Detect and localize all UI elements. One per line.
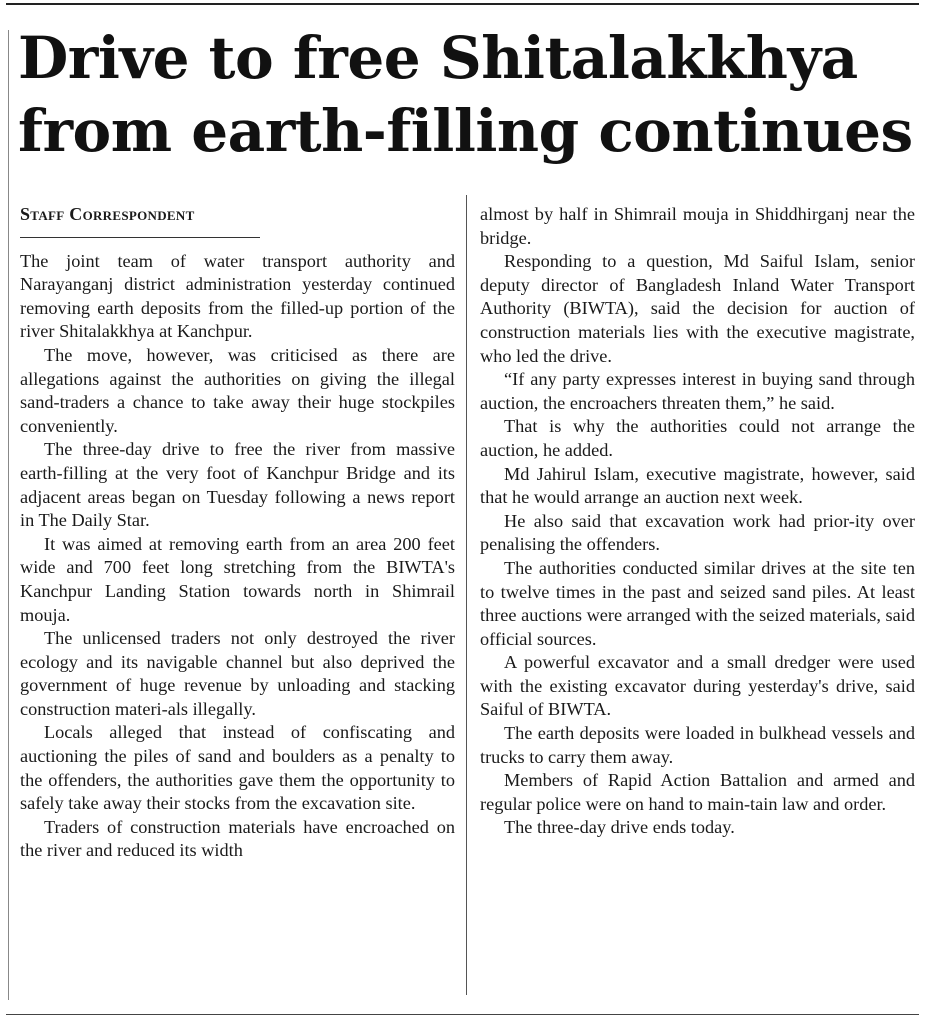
- paragraph: Locals alleged that instead of confiscating and auctioning the piles of sand and boulders as a penalty to the offenders, the authorities gave them the opportunity to safely take away their stocks from the excavation site.: [20, 722, 455, 814]
- top-rule: [6, 3, 919, 5]
- headline: [18, 22, 918, 168]
- paragraph: The three-day drive ends today.: [504, 817, 735, 838]
- paragraph: Members of Rapid Action Battalion and armed and regular police were on hand to main-tain law and order.: [480, 770, 915, 814]
- column-divider: [466, 195, 467, 995]
- paragraph: almost by half in Shimrail mouja in Shiddhirganj near the bridge.: [480, 204, 915, 248]
- paragraph: He also said that excavation work had prior-ity over penalising the offenders.: [480, 510, 915, 555]
- bottom-rule: [6, 1014, 919, 1015]
- paragraph: That is why the authorities could not arrange the auction, he added.: [480, 416, 915, 460]
- paragraph: The earth deposits were loaded in bulkhead vessels and trucks to carry them away.: [480, 723, 915, 767]
- paragraph: Responding to a question, Md Saiful Islam, senior deputy director of Bangladesh Inland Water Transport Authority (BIWTA), said the decision for auction of construction materials lies with the executive magistrate, who led the drive.: [480, 251, 915, 366]
- paragraph: The move, however, was criticised as there are allegations against the authorities on giving the illegal sand-traders a chance to take away their huge stockpiles conveniently.: [20, 344, 455, 436]
- paragraph: The three-day drive to free the river from massive earth-filling at the very foot of Kanchpur Bridge and its adjacent areas began on Tuesday following a news report in The Daily Star.: [20, 439, 455, 531]
- paragraph: “If any party expresses interest in buying sand through auction, the encroachers threaten them,” he said.: [480, 369, 915, 413]
- left-margin-rule: [8, 30, 9, 1000]
- paragraph: Md Jahirul Islam, executive magistrate, however, said that he would arrange an auction next week.: [480, 463, 915, 508]
- paragraph: The unlicensed traders not only destroyed the river ecology and its navigable channel but also deprived the government of huge revenue by unloading and stacking construction materi-als illegally.: [20, 628, 455, 719]
- article-column-right: [480, 203, 915, 840]
- paragraph: It was aimed at removing earth from an area 200 feet wide and 700 feet long stretching from the BIWTA's Kanchpur Landing Station towards north in Shimrail mouja.: [20, 533, 455, 625]
- byline: Staff Correspondent: [20, 203, 260, 238]
- paragraph: Traders of construction materials have encroached on the river and reduced its width: [20, 816, 455, 861]
- paragraph: The authorities conducted similar drives at the site ten to twelve times in the past and seized sand piles. At least three auctions were arranged with the seized materials, said official sources.: [480, 557, 916, 649]
- paragraph: The joint team of water transport authority and Narayanganj district administration yesterday continued removing earth deposits from the filled-up portion of the river Shitalakkhya at Kanchpur.: [20, 250, 455, 342]
- headline-line-2: from earth-filling continues: [18, 97, 913, 165]
- headline-line-1: Drive to free Shitalakkhya: [18, 24, 858, 92]
- paragraph: A powerful excavator and a small dredger were used with the existing excavator during yesterday's drive, said Saiful of BIWTA.: [480, 652, 915, 720]
- article-column-left: [20, 203, 455, 863]
